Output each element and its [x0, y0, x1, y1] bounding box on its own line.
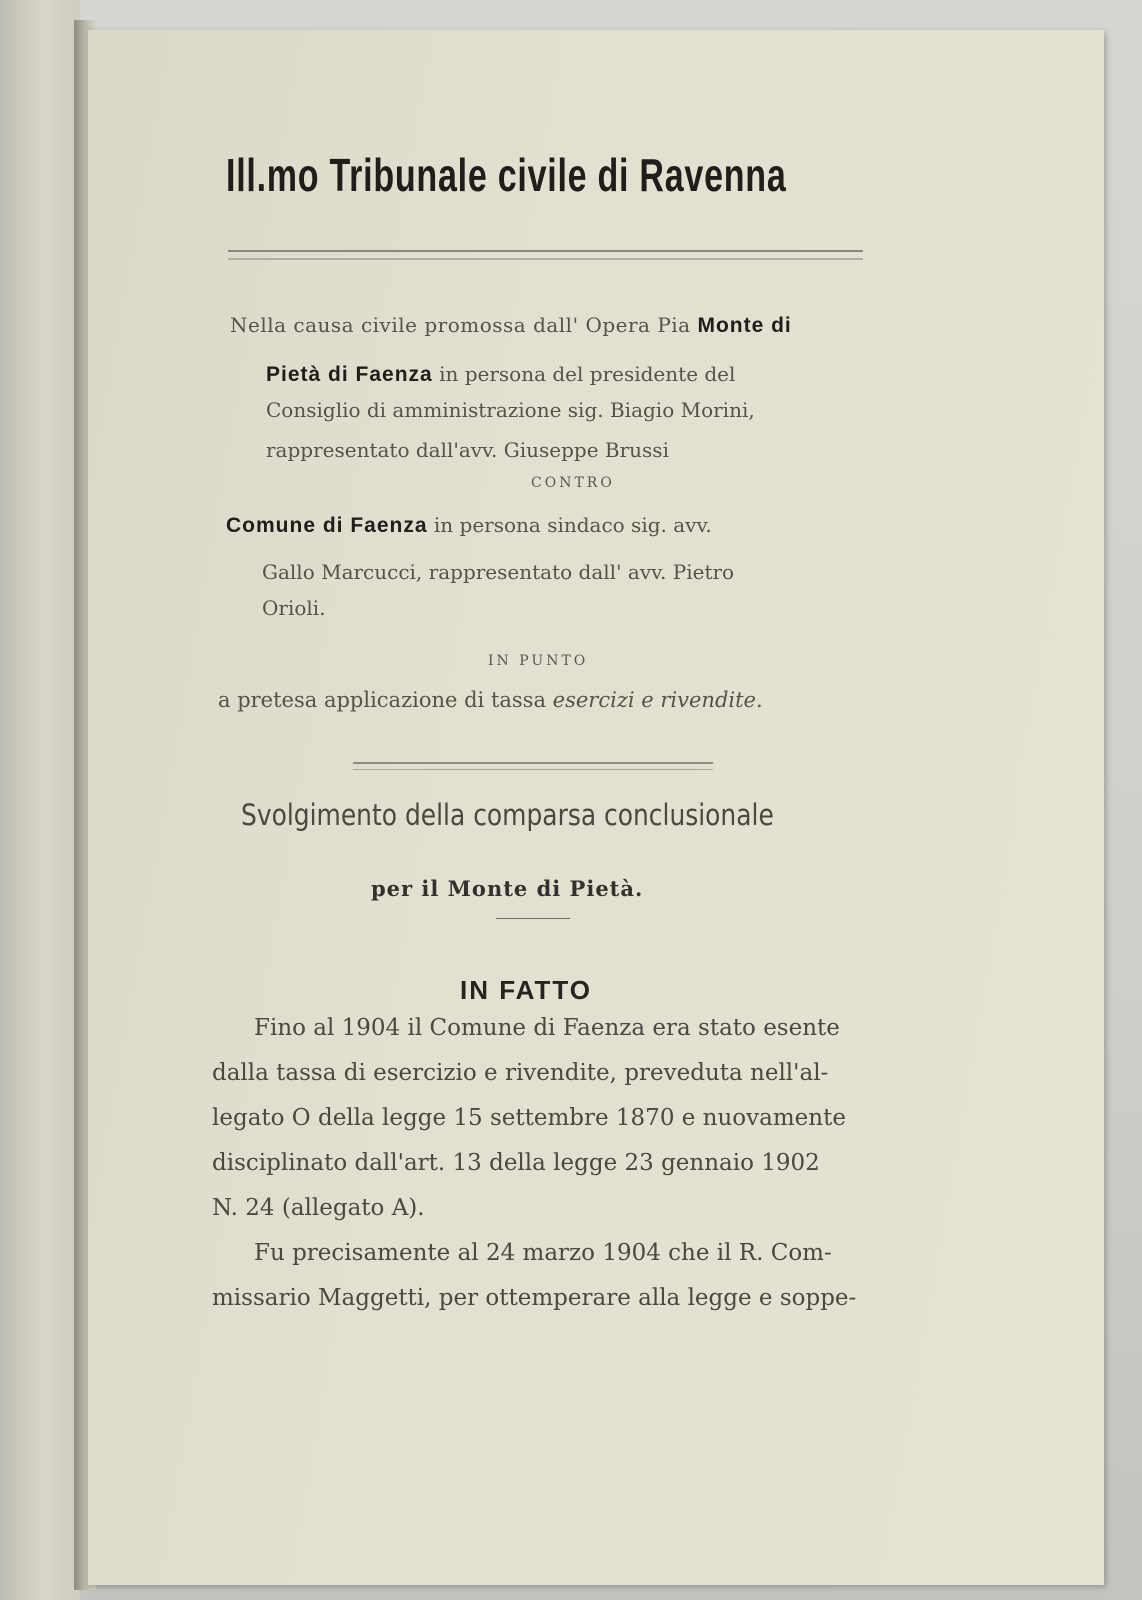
body-line: missario Maggetti, per ottemperare alla legge e soppe-: [212, 1285, 857, 1311]
short-divider: [496, 918, 570, 919]
defendant-line-1: [226, 513, 712, 538]
document-page: [88, 30, 1104, 1585]
section-double-rule: [353, 762, 713, 770]
defendant-rep-3: Orioli.: [262, 596, 326, 620]
plaintiff-line-1: [230, 313, 792, 338]
subtitle: Svolgimento della comparsa conclusionale: [241, 798, 774, 832]
plaintiff-name-part2: Pietà di Faenza: [266, 363, 433, 386]
body-line: Fino al 1904 il Comune di Faenza era stato esente: [254, 1015, 840, 1041]
subject-text: a pretesa applicazione di tassa: [218, 688, 546, 712]
body-line: Fu precisamente al 24 marzo 1904 che il R. Com-: [254, 1240, 832, 1266]
subject-line: [218, 688, 763, 712]
left-page-edge: [0, 0, 80, 1600]
body-line: dalla tassa di esercizio e rivendite, preveduta nell'al-: [212, 1060, 829, 1086]
body-line: legato O della legge 15 settembre 1870 e nuovamente: [212, 1105, 846, 1131]
plaintiff-rep-2: Consiglio di amministrazione sig. Biagio Morini,: [266, 398, 755, 422]
title-double-rule: [228, 250, 863, 260]
plaintiff-intro: Nella causa civile promossa dall' Opera Pia: [230, 313, 691, 337]
defendant-rep-2: Gallo Marcucci, rappresentato dall' avv. Pietro: [262, 560, 735, 584]
plaintiff-rep-1: in persona del presidente del: [439, 362, 736, 386]
subject-emphasis: esercizi e rivendite.: [552, 688, 763, 712]
defendant-name: Comune di Faenza: [226, 514, 428, 537]
plaintiff-rep-3: rappresentato dall'avv. Giuseppe Brussi: [266, 438, 669, 462]
court-title: Ill.mo Tribunale civile di Ravenna: [226, 149, 787, 201]
against-label: CONTRO: [531, 475, 615, 491]
body-line: disciplinato dall'art. 13 della legge 23 gennaio 1902: [212, 1150, 820, 1176]
defendant-rep-1: in persona sindaco sig. avv.: [433, 513, 712, 537]
section-heading: IN FATTO: [460, 975, 593, 1005]
byline: per il Monte di Pietà.: [371, 876, 644, 901]
plaintiff-name-part1: Monte di: [697, 314, 792, 337]
body-line: N. 24 (allegato A).: [212, 1195, 425, 1221]
plaintiff-line-2: [266, 362, 735, 387]
subject-label: IN PUNTO: [488, 653, 589, 669]
